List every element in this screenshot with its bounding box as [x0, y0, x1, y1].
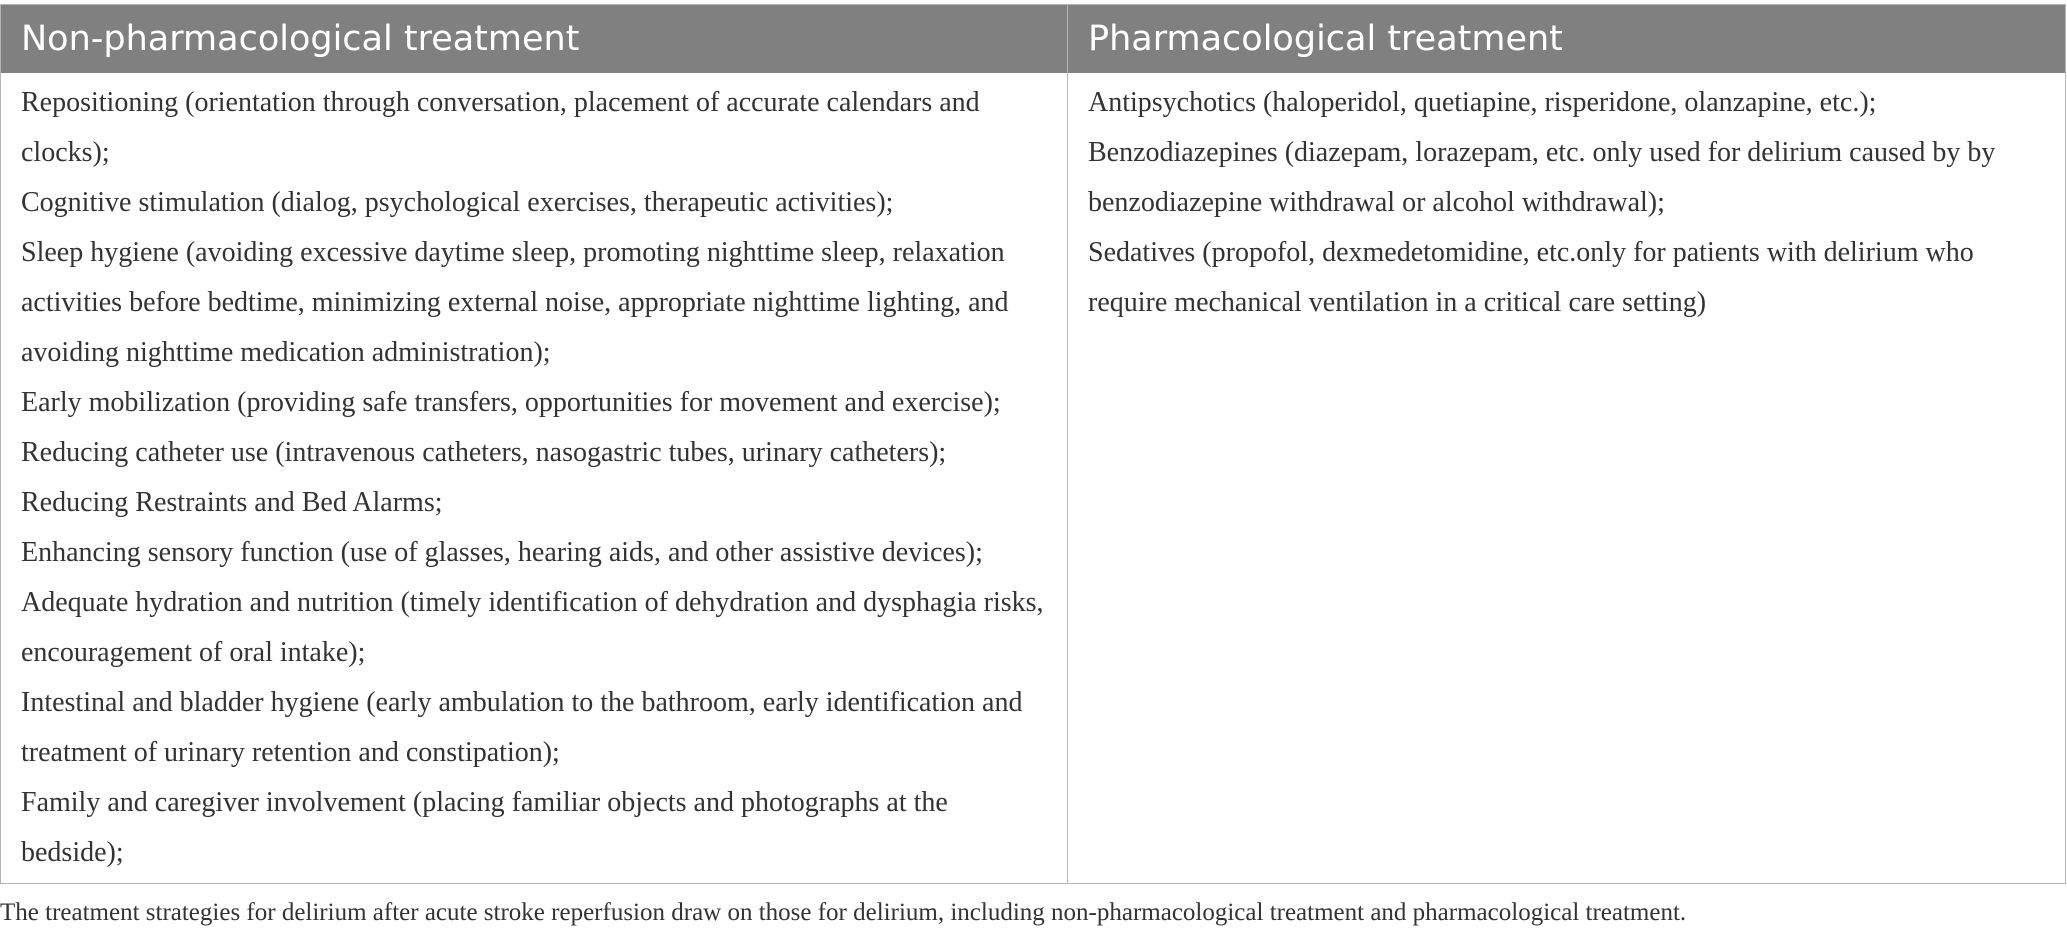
table-caption: The treatment strategies for delirium after acute stroke reperfusion draw on those for delirium, including non-pharmacological treatment and pharmacological treatment. — [0, 899, 1687, 926]
list-item: Intestinal and bladder hygiene (early ambulation to the bathroom, early identification and treatment of urinary retention and constipation); — [21, 687, 1023, 768]
list-item: Early mobilization (providing safe transfers, opportunities for movement and exercise); — [21, 387, 1001, 418]
list-item: Adequate hydration and nutrition (timely identification of dehydration and dysphagia risks, encouragement of oral intake); — [21, 587, 1044, 668]
list-item: Enhancing sensory function (use of glasses, hearing aids, and other assistive devices); — [21, 537, 983, 568]
list-item: Sedatives (propofol, dexmedetomidine, etc.only for patients with delirium who require mechanical ventilation in a critical care setting) — [1088, 237, 1974, 318]
list-item: Antipsychotics (haloperidol, quetiapine, risperidone, olanzapine, etc.); — [1088, 87, 1877, 118]
list-item: Repositioning (orientation through conversation, placement of accurate calendars and clocks); — [21, 87, 980, 168]
list-item: Reducing Restraints and Bed Alarms; — [21, 487, 443, 518]
non-pharmacological-cell — [1, 73, 1068, 883]
list-item: Cognitive stimulation (dialog, psychological exercises, therapeutic activities); — [21, 187, 894, 218]
list-item: Sleep hygiene (avoiding excessive daytime sleep, promoting nighttime sleep, relaxation activities before bedtime, minimizing external noise, appropriate nighttime lighting, and avoiding nighttime medication administration); — [21, 237, 1009, 368]
header-pharmacological: Pharmacological treatment — [1088, 19, 1563, 59]
header-non-pharmacological: Non-pharmacological treatment — [1, 5, 1068, 73]
pharmacological-cell — [1068, 73, 2065, 883]
list-item: Benzodiazepines (diazepam, lorazepam, etc. only used for delirium caused by by benzodiazepine withdrawal or alcohol withdrawal); — [1088, 137, 1996, 218]
table-header-row — [1, 5, 2065, 73]
list-item: Family and caregiver involvement (placing familiar objects and photographs at the bedside); — [21, 787, 948, 868]
table-body-row — [1, 73, 2065, 883]
treatment-table — [0, 4, 2066, 884]
list-item: Reducing catheter use (intravenous catheters, nasogastric tubes, urinary catheters); — [21, 437, 947, 468]
